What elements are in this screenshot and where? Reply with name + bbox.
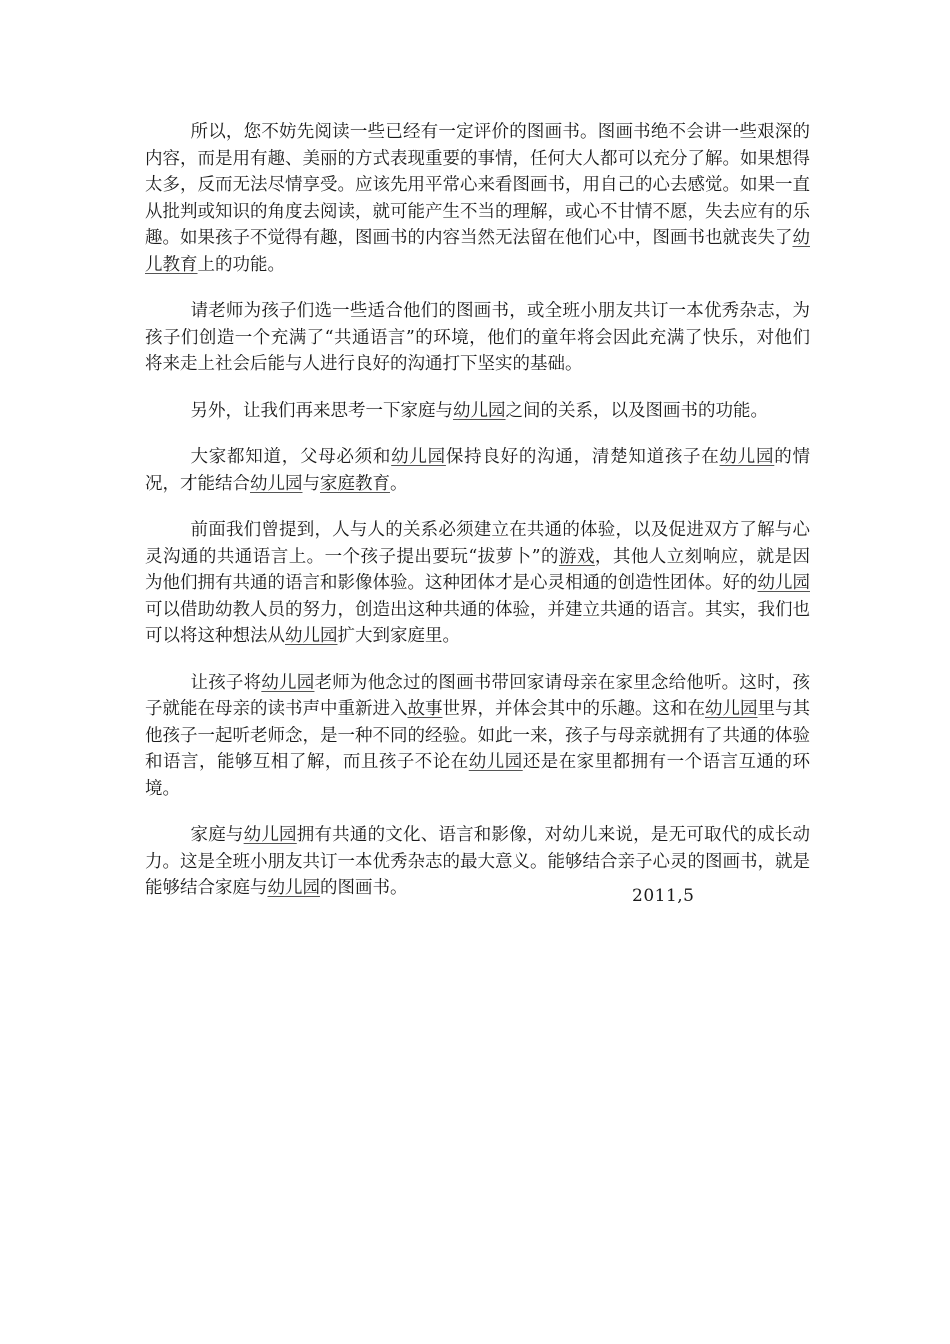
paragraph (145, 444, 810, 497)
text-segment: 里与其他孩子一起听老师念，是一种不同的经验。如此一来，孩子与母亲就拥有了共通的体验和语言，能够互相了解，而且孩子不论在 (145, 699, 810, 772)
text-segment: 老师为他念过的图画书带回家请母亲在家里念给他听。这时，孩子就能在母亲的读书声中重新进入 (145, 672, 811, 719)
document-body (145, 119, 810, 922)
text-segment: 家庭与 (190, 825, 244, 845)
text-segment: 保持良好的沟通，清楚知道孩子在 (445, 447, 720, 467)
keyword-link[interactable]: 故事 (407, 699, 443, 719)
keyword-link[interactable]: 幼儿园 (243, 825, 297, 845)
text-segment: 。 (390, 473, 408, 494)
text-segment: 另外，让我们再来思考一下家庭与 (190, 400, 453, 421)
keyword-link[interactable]: 幼儿园 (719, 447, 775, 467)
keyword-link[interactable]: 幼儿园 (267, 878, 320, 898)
paragraph (145, 398, 810, 425)
text-segment: 上的功能。 (197, 254, 285, 275)
text-segment: 的情况，才能结合 (145, 447, 811, 494)
paragraph (145, 119, 810, 278)
keyword-link[interactable]: 幼儿园 (705, 699, 758, 719)
text-segment: 前面我们曾提到，人与人的关系必须建立在共通的体验，以及促进双方了解与心灵沟通的共通语言上。一个孩子提出要玩“拔萝卜”的 (145, 520, 810, 567)
keyword-link[interactable]: 幼儿园 (453, 400, 506, 421)
text-segment: 扩大到家庭里。 (337, 626, 460, 646)
document-date: 2011,5 (632, 886, 695, 906)
paragraph (145, 517, 810, 650)
text-segment: 与 (302, 473, 320, 494)
keyword-link[interactable]: 游戏 (558, 546, 595, 567)
text-segment: 还是在家里都拥有一个语言互通的环境。 (145, 752, 811, 799)
keyword-link[interactable]: 幼儿园 (250, 473, 303, 494)
text-segment: 的图画书。 (320, 878, 408, 898)
text-segment: ，其他人立刻响应，就是因为他们拥有共通的语言和影像体验。这种团体才是心灵相通的创造性团体。好的 (145, 546, 811, 593)
keyword-link[interactable]: 幼儿园 (261, 672, 315, 693)
text-segment: 所以，您不妨先阅读一些已经有一定评价的图画书。图画书绝不会讲一些艰深的内容，而是用有趣、美丽的方式表现重要的事情，任何大人都可以充分了解。如果想得太多，反而无法尽情享受。应该先用平常心来看图画书，用自己的心去感觉。如果一直从批判或知识的角度去阅读，就可能产生不当的理解，或心不甘情不愿，失去应有的乐趣。如果孩子不觉得有趣，图画书的内容当然无法留在他们心中，图画书也就丧失了 (145, 122, 810, 248)
keyword-link[interactable]: 幼儿园 (391, 447, 446, 467)
text-segment: 可以借助幼教人员的努力，创造出这种共通的体验，并建立共通的语言。其实，我们也可以将这种想法从 (145, 599, 810, 646)
paragraph (145, 298, 810, 378)
keyword-link[interactable]: 幼儿教育 (145, 228, 810, 275)
text-segment: 世界，并体会其中的乐趣。这和在 (442, 699, 705, 719)
keyword-link[interactable]: 幼儿园 (468, 752, 523, 772)
text-segment: 之间的关系，以及图画书的功能。 (505, 400, 768, 421)
paragraph (145, 822, 810, 902)
keyword-link[interactable]: 家庭教育 (320, 473, 390, 494)
paragraph (145, 670, 810, 803)
text-segment: 请老师为孩子们选一些适合他们的图画书，或全班小朋友共订一本优秀杂志，为孩子们创造一个充满了“共通语言”的环境，他们的童年将会因此充满了快乐，对他们将来走上社会后能与人进行良好的沟通打下坚实的基础。 (145, 301, 810, 374)
text-segment: 大家都知道，父母必须和 (190, 447, 392, 467)
text-segment: 让孩子将 (190, 672, 262, 693)
text-segment: 拥有共通的文化、语言和影像，对幼儿来说，是无可取代的成长动力。这是全班小朋友共订一本优秀杂志的最大意义。能够结合亲子心灵的图画书，就是能够结合家庭与 (145, 825, 811, 898)
keyword-link[interactable]: 幼儿园 (285, 626, 338, 646)
keyword-link[interactable]: 幼儿园 (757, 573, 810, 593)
